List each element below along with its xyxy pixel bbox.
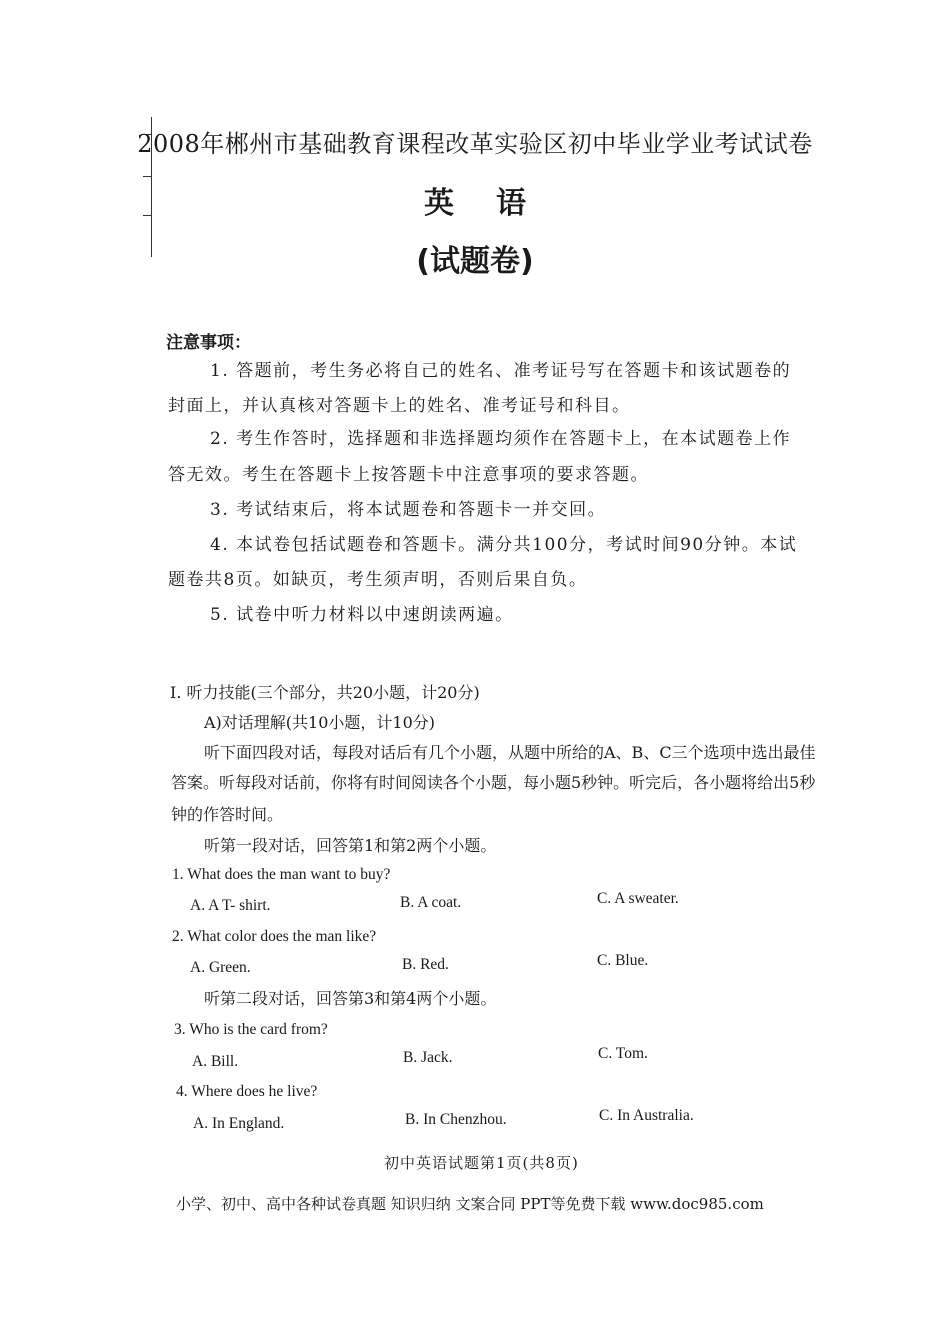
instruction-line: 听下面四段对话，每段对话后有几个小题，从题中所给的A、B、C三个选项中选出最佳 — [204, 743, 816, 762]
dialogue-instruction: 听第一段对话，回答第1和第2两个小题。 — [204, 836, 497, 855]
notice-line: 答无效。考生在答题卡上按答题卡中注意事项的要求答题。 — [168, 465, 649, 485]
subject-title: 英语 — [424, 186, 568, 221]
notice-line: 5. 试卷中听力材料以中速朗读两遍。 — [210, 605, 514, 625]
notice-heading: 注意事项： — [166, 333, 251, 353]
notice-line: 封面上，并认真核对答题卡上的姓名、准考证号和科目。 — [168, 396, 631, 416]
option-b: B. A coat. — [400, 894, 462, 911]
exam-title: 2008年郴州市基础教育课程改革实验区初中毕业学业考试试卷 — [137, 130, 813, 158]
notice-line: 1. 答题前，考生务必将自己的姓名、准考证号写在答题卡和该试题卷的 — [210, 361, 792, 381]
option-a: A. A T- shirt. — [190, 897, 271, 914]
binding-tick — [143, 176, 151, 177]
option-a: A. Bill. — [192, 1053, 239, 1070]
dialogue-instruction: 听第二段对话，回答第3和第4两个小题。 — [204, 989, 497, 1008]
question-stem: 2. What color does the man like? — [172, 928, 377, 945]
option-b: B. Red. — [402, 956, 449, 973]
paper-type: (试题卷) — [416, 244, 534, 279]
option-c: C. In Australia. — [599, 1107, 694, 1124]
instruction-line: 钟的作答时间。 — [171, 805, 284, 824]
instruction-line: 答案。听每段对话前，你将有时间阅读各个小题，每小题5秒钟。听完后，各小题将给出5秒 — [171, 773, 816, 792]
option-c: C. Blue. — [597, 952, 649, 969]
notice-line: 2. 考生作答时，选择题和非选择题均须作在答题卡上，在本试题卷上作 — [210, 429, 792, 449]
notice-line: 4. 本试卷包括试题卷和答题卡。满分共100分，考试时间90分钟。本试 — [210, 535, 798, 555]
question-stem: 4. Where does he live? — [176, 1083, 318, 1100]
question-stem: 1. What does the man want to buy? — [172, 866, 391, 883]
part-a-title: A)对话理解(共10小题，计10分) — [204, 713, 436, 732]
question-stem: 3. Who is the card from? — [174, 1021, 328, 1038]
notice-line: 题卷共8页。如缺页，考生须声明，否则后果自负。 — [168, 570, 588, 590]
option-c: C. A sweater. — [597, 890, 679, 907]
option-b: B. In Chenzhou. — [405, 1111, 507, 1128]
option-c: C. Tom. — [598, 1045, 648, 1062]
option-b: B. Jack. — [403, 1049, 453, 1066]
section-title: Ⅰ. 听力技能(三个部分，共20小题，计20分) — [170, 683, 480, 702]
footer-ad-text: 小学、初中、高中各种试卷真题 知识归纳 文案合同 PPT等免费下载 www.doc985.com — [176, 1195, 764, 1213]
notice-line: 3. 考试结束后，将本试题卷和答题卡一并交回。 — [210, 500, 607, 520]
option-a: A. Green. — [190, 959, 251, 976]
option-a: A. In England. — [193, 1115, 285, 1132]
page-number: 初中英语试题第1页(共8页) — [384, 1154, 579, 1172]
